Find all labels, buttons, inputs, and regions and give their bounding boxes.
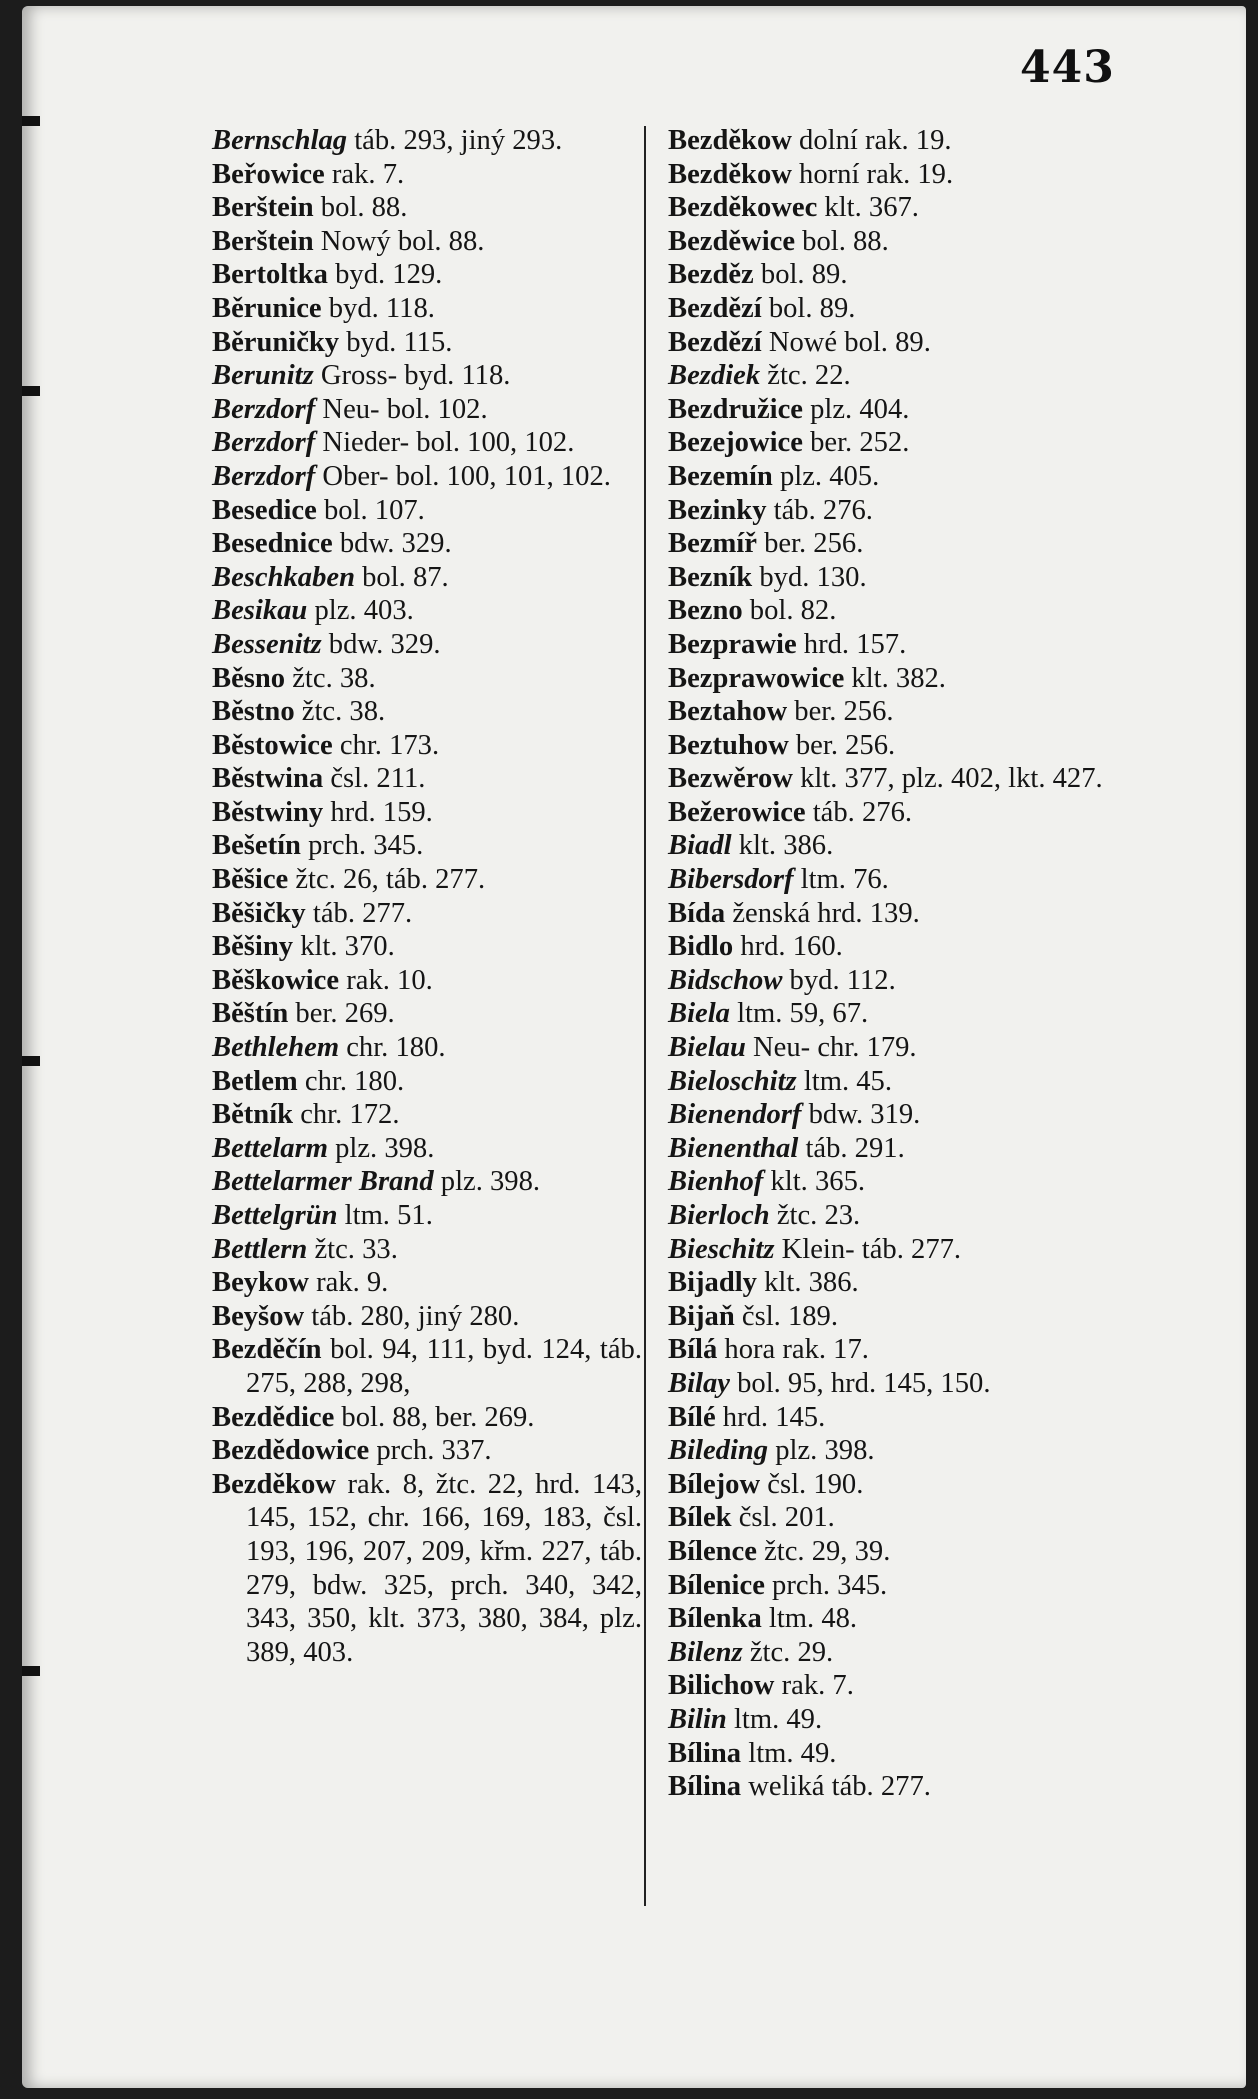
binding-mark	[22, 1666, 40, 1676]
index-entry	[212, 729, 642, 763]
index-entry	[668, 1367, 1108, 1401]
entry-headword: Bilenz	[668, 1636, 743, 1668]
index-entry	[668, 1737, 1108, 1771]
index-entry	[212, 1098, 642, 1132]
entry-headword: Běšice	[212, 864, 289, 896]
index-entry	[212, 964, 642, 998]
index-entry	[668, 292, 1108, 326]
entry-headword: Bezděkow	[668, 125, 792, 156]
entry-references: Klein- táb. 277.	[774, 1233, 962, 1265]
entry-references: plz. 404.	[802, 393, 910, 425]
entry-headword: Bezděz	[668, 259, 754, 291]
entry-headword: Beyšow	[212, 1300, 305, 1332]
entry-headword: Bilay	[668, 1367, 730, 1399]
column-divider	[644, 126, 646, 1906]
entry-headword: Bezdězí	[668, 292, 762, 324]
entry-headword: Bileding	[668, 1435, 769, 1467]
entry-headword: Beschkaben	[212, 561, 355, 593]
entry-references: žtc. 23.	[769, 1200, 861, 1231]
index-entry	[212, 225, 642, 259]
index-entry	[668, 124, 1108, 158]
entry-references: bol. 89.	[753, 259, 848, 291]
entry-headword: Bešetín	[212, 830, 301, 862]
entry-references: táb. 280, jiný 280.	[304, 1300, 520, 1332]
entry-references: čsl. 201.	[731, 1502, 835, 1534]
entry-references: chr. 173.	[332, 729, 440, 761]
index-entry	[212, 930, 642, 964]
entry-headword: Bezděkowec	[668, 192, 818, 224]
entry-headword: Bezejowice	[668, 427, 803, 459]
entry-headword: Bieloschitz	[668, 1065, 797, 1097]
index-entry	[668, 191, 1108, 225]
entry-references: plz. 403.	[307, 595, 414, 627]
entry-references: táb. 291.	[798, 1132, 905, 1164]
index-entry	[212, 158, 642, 192]
entry-headword: Bílina	[668, 1737, 742, 1769]
entry-references: chr. 172.	[293, 1099, 400, 1131]
index-entry	[212, 561, 642, 595]
right-column	[668, 124, 1108, 1804]
index-entry	[668, 460, 1108, 494]
entry-references: prch. 337.	[369, 1435, 492, 1467]
entry-headword: Běšičky	[212, 897, 306, 929]
entry-headword: Beřowice	[212, 158, 325, 190]
entry-references: žtc. 29, 39.	[756, 1535, 891, 1567]
entry-references: ber. 252.	[802, 427, 910, 459]
entry-headword: Běstno	[212, 696, 295, 728]
index-entry	[212, 829, 642, 863]
entry-headword: Bezdědice	[212, 1401, 335, 1433]
entry-references: bol. 89.	[761, 292, 856, 324]
entry-headword: Běštín	[212, 998, 289, 1030]
entry-headword: Bežerowice	[668, 796, 806, 828]
entry-headword: Běstwina	[212, 763, 324, 795]
entry-headword: Bílá	[668, 1334, 718, 1366]
entry-references: ltm. 51.	[337, 1200, 433, 1231]
entry-headword: Bětník	[212, 1099, 294, 1131]
index-entry	[212, 124, 642, 158]
entry-references: byd. 118.	[321, 292, 435, 324]
entry-headword: Bezwěrow	[668, 763, 793, 795]
index-entry	[212, 628, 642, 662]
index-entry	[668, 897, 1108, 931]
entry-references: ženská hrd. 139.	[725, 897, 920, 929]
entry-references: žtc. 38.	[294, 696, 386, 728]
entry-references: táb. 277.	[305, 897, 413, 929]
entry-references: klt. 367.	[817, 192, 919, 224]
index-entry	[668, 662, 1108, 696]
entry-references: byd. 130.	[752, 561, 867, 593]
entry-references: hrd. 159.	[323, 796, 433, 828]
entry-references: hrd. 160.	[733, 931, 843, 963]
entry-headword: Bezdězí	[668, 326, 762, 358]
entry-references: ber. 269.	[288, 998, 395, 1030]
entry-headword: Bilin	[668, 1703, 727, 1735]
entry-references: ber. 256.	[787, 696, 894, 728]
index-entry	[212, 191, 642, 225]
entry-references: plz. 398.	[433, 1166, 541, 1198]
entry-headword: Bibersdorf	[668, 864, 794, 896]
index-entry	[668, 863, 1108, 897]
entry-headword: Bezinky	[668, 494, 767, 526]
entry-references: ber. 256.	[756, 528, 864, 560]
entry-references: ltm. 59, 67.	[729, 998, 869, 1030]
index-entry	[668, 1434, 1108, 1468]
entry-references: bdw. 329.	[332, 528, 452, 560]
entry-headword: Berštein	[212, 225, 314, 257]
index-entry	[668, 997, 1108, 1031]
entry-headword: Berunitz	[212, 360, 314, 392]
entry-headword: Besednice	[212, 528, 333, 560]
index-entry	[668, 158, 1108, 192]
entry-references: chr. 180.	[339, 1032, 446, 1064]
entry-references: Nieder- bol. 100, 102.	[315, 427, 575, 459]
entry-references: ber. 256.	[788, 729, 896, 761]
entry-headword: Bidschow	[668, 964, 783, 996]
entry-references: klt. 382.	[844, 662, 946, 694]
index-entry	[668, 964, 1108, 998]
entry-headword: Bezemín	[668, 460, 773, 492]
entry-headword: Bijaň	[668, 1300, 735, 1332]
entry-headword: Bernschlag	[212, 125, 348, 156]
entry-headword: Běstwiny	[212, 796, 324, 828]
index-entry	[212, 1300, 642, 1334]
index-entry	[668, 628, 1108, 662]
binding-mark	[22, 386, 40, 396]
entry-references: hora rak. 17.	[717, 1334, 869, 1366]
entry-references: rak. 7.	[324, 158, 405, 190]
entry-references: weliká táb. 277.	[741, 1771, 931, 1803]
entry-headword: Bílina	[668, 1771, 742, 1803]
entry-headword: Bertoltka	[212, 259, 328, 291]
entry-references: rak. 9.	[308, 1267, 389, 1299]
entry-references: rak. 10.	[339, 964, 433, 996]
entry-references: Neu- chr. 179.	[745, 1032, 917, 1064]
entry-references: bol. 88, ber. 269.	[334, 1401, 535, 1433]
entry-headword: Berštein	[212, 192, 314, 224]
entry-references: žtc. 33.	[307, 1233, 398, 1265]
index-entry	[212, 1165, 642, 1199]
entry-references: táb. 293, jiný 293.	[347, 125, 563, 156]
entry-references: bol. 94, 111, byd. 124, táb. 275, 288, 298,	[246, 1334, 642, 1399]
entry-headword: Berzdorf	[212, 460, 316, 492]
entry-headword: Bezmíř	[668, 528, 757, 560]
binding-mark	[22, 116, 40, 126]
index-entry	[668, 1636, 1108, 1670]
entry-headword: Bezník	[668, 561, 753, 593]
index-entry	[668, 527, 1108, 561]
index-entry	[212, 796, 642, 830]
entry-references: klt. 386.	[756, 1267, 859, 1299]
index-entry	[212, 1434, 642, 1468]
entry-references: hrd. 157.	[796, 628, 907, 660]
index-entry	[668, 1266, 1108, 1300]
entry-references: čsl. 211.	[323, 763, 426, 795]
entry-references: prch. 345.	[300, 830, 424, 862]
entry-references: žtc. 29.	[742, 1636, 834, 1668]
entry-headword: Bezdružice	[668, 393, 803, 425]
index-entry	[668, 729, 1108, 763]
entry-headword: Bettelgrün	[212, 1200, 338, 1231]
entry-references: klt. 365.	[763, 1166, 866, 1198]
entry-references: rak. 8, žtc. 22, hrd. 143, 145, 152, chr. 166, 169, 183, čsl. 193, 196, 207, 209, křm. 227, táb. 279, bdw. 325, prch. 340, 342, 343, 350, klt. 373, 380, 384, plz. 389, 403.	[246, 1468, 642, 1668]
entry-references: bol. 82.	[742, 595, 837, 627]
entry-references: byd. 115.	[339, 326, 453, 358]
entry-references: Gross- byd. 118.	[313, 360, 511, 392]
entry-headword: Beztuhow	[668, 729, 789, 761]
index-entry	[668, 762, 1108, 796]
index-entry	[668, 494, 1108, 528]
index-entry	[212, 695, 642, 729]
index-entry	[668, 1065, 1108, 1099]
index-entry	[212, 997, 642, 1031]
index-entry	[668, 1098, 1108, 1132]
entry-references: ltm. 48.	[761, 1603, 858, 1635]
entry-headword: Beykow	[212, 1267, 309, 1299]
binding-mark	[22, 1056, 40, 1066]
entry-references: bol. 95, hrd. 145, 150.	[729, 1367, 991, 1399]
entry-references: klt. 377, plz. 402, lkt. 427.	[792, 763, 1103, 795]
entry-headword: Bienendorf	[668, 1099, 802, 1131]
index-entry	[668, 930, 1108, 964]
entry-headword: Bieschitz	[668, 1233, 775, 1265]
entry-references: plz. 398.	[768, 1435, 875, 1467]
entry-references: čsl. 189.	[734, 1300, 838, 1332]
entry-references: táb. 276.	[766, 494, 873, 526]
entry-references: Nowé bol. 89.	[761, 326, 931, 358]
index-entry	[212, 258, 642, 292]
index-entry	[212, 292, 642, 326]
entry-headword: Bída	[668, 897, 726, 929]
index-entry	[668, 796, 1108, 830]
index-entry	[668, 1233, 1108, 1267]
entry-references: čsl. 190.	[760, 1468, 864, 1500]
index-entry	[212, 897, 642, 931]
index-entry	[212, 326, 642, 360]
entry-headword: Bílenka	[668, 1603, 762, 1635]
book-page	[22, 6, 1246, 2088]
index-entry	[212, 762, 642, 796]
entry-references: bdw. 329.	[321, 628, 441, 660]
entry-headword: Bílejow	[668, 1468, 761, 1500]
entry-headword: Besedice	[212, 494, 317, 526]
index-entry	[668, 561, 1108, 595]
index-entry	[212, 1233, 642, 1267]
index-entry	[668, 258, 1108, 292]
index-entry	[212, 1132, 642, 1166]
entry-headword: Běškowice	[212, 964, 340, 996]
entry-headword: Berzdorf	[212, 393, 316, 425]
entry-headword: Běšiny	[212, 931, 294, 963]
index-entry	[212, 393, 642, 427]
entry-headword: Bezděkow	[668, 158, 792, 190]
left-column	[212, 124, 642, 1669]
entry-references: táb. 276.	[805, 796, 913, 828]
entry-references: byd. 112.	[782, 964, 896, 996]
entry-headword: Bidlo	[668, 931, 734, 963]
index-entry	[668, 1703, 1108, 1737]
index-entry	[212, 594, 642, 628]
index-entry	[668, 1770, 1108, 1804]
entry-references: plz. 405.	[772, 460, 880, 492]
index-entry	[668, 1199, 1108, 1233]
entry-references: klt. 386.	[731, 830, 834, 862]
index-entry	[668, 1300, 1108, 1334]
entry-references: plz. 398.	[327, 1132, 435, 1164]
entry-references: dolní rak. 19.	[791, 125, 952, 156]
entry-headword: Besikau	[212, 595, 308, 627]
entry-references: horní rak. 19.	[791, 158, 954, 190]
index-entry	[668, 1602, 1108, 1636]
entry-references: bol. 107.	[316, 494, 425, 526]
entry-headword: Běstowice	[212, 729, 333, 761]
index-entry	[212, 863, 642, 897]
entry-headword: Bethlehem	[212, 1032, 340, 1064]
entry-headword: Bílek	[668, 1502, 732, 1534]
index-entry	[668, 1535, 1108, 1569]
entry-headword: Berzdorf	[212, 427, 316, 459]
entry-headword: Bezděwice	[668, 225, 796, 257]
index-entry	[668, 1132, 1108, 1166]
entry-headword: Bienenthal	[668, 1132, 799, 1164]
entry-headword: Bílé	[668, 1401, 716, 1433]
entry-references: bol. 88.	[795, 225, 889, 257]
entry-references: Neu- bol. 102.	[315, 393, 488, 425]
entry-references: ltm. 49.	[741, 1737, 837, 1769]
index-entry	[668, 1569, 1108, 1603]
entry-headword: Bezprawowice	[668, 662, 845, 694]
entry-headword: Bettelarmer Brand	[212, 1166, 434, 1198]
entry-references: byd. 129.	[327, 259, 443, 291]
entry-headword: Bettlern	[212, 1233, 308, 1265]
index-entry	[668, 1333, 1108, 1367]
entry-headword: Bezno	[668, 595, 743, 627]
entry-headword: Bijadly	[668, 1267, 757, 1299]
index-entry	[212, 494, 642, 528]
entry-references: bol. 87.	[354, 561, 449, 593]
index-entry	[212, 1401, 642, 1435]
index-entry	[212, 662, 642, 696]
entry-headword: Biela	[668, 998, 730, 1030]
page-number: 443	[1020, 42, 1115, 93]
entry-references: chr. 180.	[297, 1065, 405, 1097]
index-entry	[668, 393, 1108, 427]
index-entry	[668, 326, 1108, 360]
entry-references: bol. 88.	[313, 192, 408, 224]
entry-headword: Bessenitz	[212, 628, 322, 660]
index-entry	[212, 1333, 642, 1400]
entry-headword: Bílenice	[668, 1569, 765, 1601]
index-entry	[668, 359, 1108, 393]
index-entry	[668, 695, 1108, 729]
entry-references: žtc. 22.	[760, 360, 851, 392]
entry-references: hrd. 145.	[715, 1401, 826, 1433]
index-entry	[212, 1031, 642, 1065]
index-entry	[668, 225, 1108, 259]
entry-headword: Bezdiek	[668, 360, 761, 392]
entry-headword: Běrunice	[212, 292, 322, 324]
index-entry	[212, 460, 642, 494]
entry-headword: Beztahow	[668, 696, 788, 728]
entry-references: prch. 345.	[764, 1569, 888, 1601]
index-entry	[668, 1501, 1108, 1535]
entry-headword: Bezděkow	[212, 1468, 336, 1500]
index-entry	[668, 829, 1108, 863]
entry-references: ltm. 49.	[726, 1703, 823, 1735]
entry-references: žtc. 38.	[285, 662, 376, 694]
entry-references: Ober- bol. 100, 101, 102.	[315, 460, 611, 492]
entry-headword: Běruničky	[212, 326, 340, 358]
index-entry	[668, 1401, 1108, 1435]
index-entry	[668, 1165, 1108, 1199]
index-entry	[212, 359, 642, 393]
index-entry	[212, 1468, 642, 1670]
index-entry	[212, 1266, 642, 1300]
entry-headword: Běsno	[212, 662, 286, 694]
index-entry	[668, 1031, 1108, 1065]
entry-references: ltm. 76.	[793, 864, 889, 896]
entry-headword: Bettelarm	[212, 1132, 328, 1164]
entry-headword: Bílence	[668, 1535, 757, 1567]
index-entry	[668, 426, 1108, 460]
index-entry	[212, 426, 642, 460]
entry-headword: Bezdědowice	[212, 1435, 370, 1467]
index-entry	[212, 527, 642, 561]
index-entry	[212, 1065, 642, 1099]
entry-headword: Bilichow	[668, 1670, 775, 1702]
entry-references: ltm. 45.	[796, 1065, 893, 1097]
index-entry	[668, 1468, 1108, 1502]
entry-references: Nowý bol. 88.	[313, 225, 485, 257]
index-entry	[668, 594, 1108, 628]
entry-references: rak. 7.	[774, 1670, 854, 1702]
entry-headword: Bierloch	[668, 1200, 770, 1231]
entry-references: žtc. 26, táb. 277.	[288, 864, 486, 896]
entry-headword: Betlem	[212, 1065, 298, 1097]
entry-references: bdw. 319.	[801, 1099, 921, 1131]
entry-headword: Bienhof	[668, 1166, 764, 1198]
entry-headword: Biadl	[668, 830, 732, 862]
entry-headword: Bezprawie	[668, 628, 797, 660]
index-entry	[668, 1669, 1108, 1703]
index-entry	[212, 1199, 642, 1233]
entry-headword: Bezděčín	[212, 1334, 322, 1366]
entry-references: klt. 370.	[293, 931, 395, 963]
entry-headword: Bielau	[668, 1032, 746, 1064]
